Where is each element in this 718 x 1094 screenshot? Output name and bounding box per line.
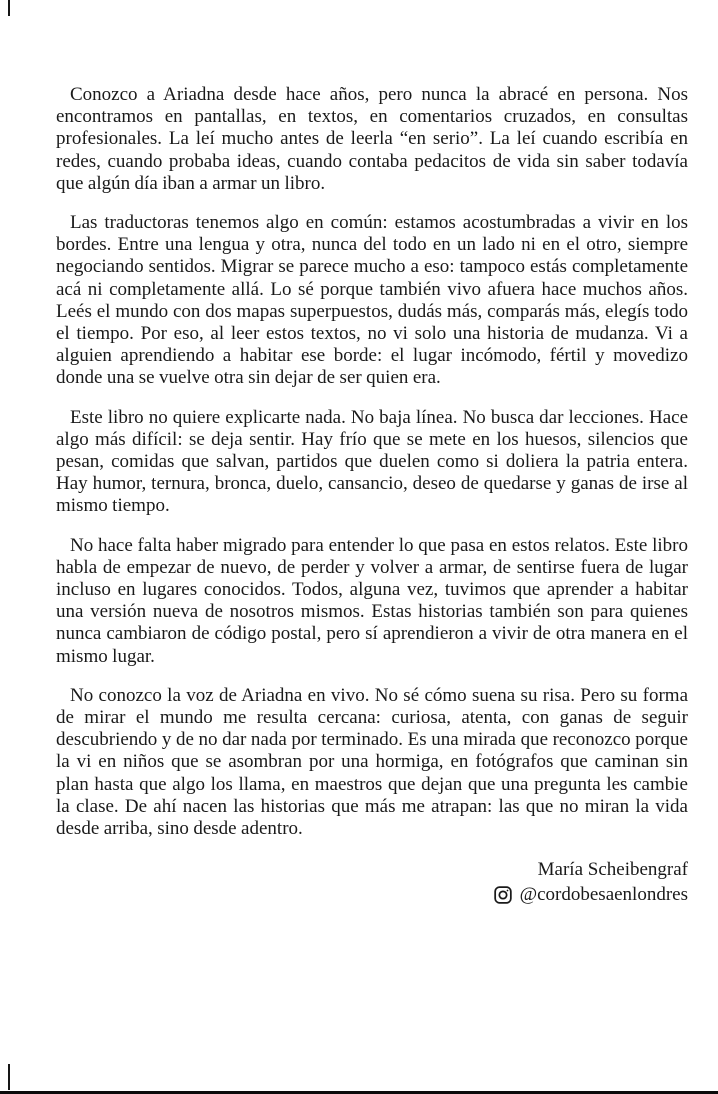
paragraph: Conozco a Ariadna desde hace años, pero nunca la abracé en persona. Nos encontramos en pantallas, en textos, en comentarios cruzados, en consultas profesionales. La leí mucho antes de leerla “en serio”. La leí cuando escribía en redes, cuando probaba ideas, cuando contaba pedacitos de vida sin saber todavía que algún día iban a armar un libro. (56, 84, 688, 194)
instagram-handle: @cordobesaenlondres (519, 884, 688, 906)
paragraph: No hace falta haber migrado para entender lo que pasa en estos relatos. Este libro habla de empezar de nuevo, de perder y volver a armar, de sentirse fuera de lugar incluso en lugares conocidos. Todos, alguna vez, tuvimos que aprender a habitar una versión nueva de nosotros mismos. Estas historias también son para quienes nunca cambiaron de código postal, pero sí aprendieron a vivir de otra manera en el mismo lugar. (56, 534, 688, 667)
paragraph: No conozco la voz de Ariadna en vivo. No sé cómo suena su risa. Pero su forma de mirar el mundo me resulta cercana: curiosa, atenta, con ganas de seguir descubriendo y de no dar nada por terminado. Es una mirada que reconozco porque la vi en niños que se asombran por una hormiga, en fotógrafos que caminan sin plan hasta que algo los llama, en maestros que dejan que una pregunta les cambie la clase. De ahí nacen las historias que más me atrapan: las que no miran la vida desde arriba, sino desde adentro. (56, 684, 688, 840)
author-name: María Scheibengraf (537, 859, 688, 881)
paragraph: Este libro no quiere explicarte nada. No baja línea. No busca dar lecciones. Hace algo más difícil: se deja sentir. Hay frío que se mete en los huesos, silencios que pesan, comidas que salvan, partidos que duelen como si doliera la patria entera. Hay humor, ternura, bronca, duelo, cansancio, deseo de quedarse y ganas de irse al mismo tiempo. (56, 406, 688, 517)
prologue-text-block (56, 84, 688, 907)
instagram-icon (493, 885, 513, 905)
crop-mark-bottom-left (8, 1064, 10, 1090)
paragraph: Las traductoras tenemos algo en común: estamos acostumbradas a vivir en los bordes. Entre una lengua y otra, nunca del todo en un lado ni en el otro, siempre negociando sentidos. Migrar se parece mucho a eso: tampoco estás completamente acá ni completamente allá. Lo sé porque también vivo afuera hace muchos años. Leés el mundo con dos mapas superpuestos, dudás más, comparás más, elegís todo el tiempo. Por eso, al leer estos textos, no vi solo una historia de mudanza. Vi a alguien aprendiendo a habitar ese borde: el lugar incómodo, fértil y movedizo donde una se vuelve otra sin dejar de ser quien era. (56, 212, 688, 389)
crop-mark-top-left (8, 0, 10, 16)
instagram-handle-row (56, 882, 688, 907)
signature-block (56, 857, 688, 907)
